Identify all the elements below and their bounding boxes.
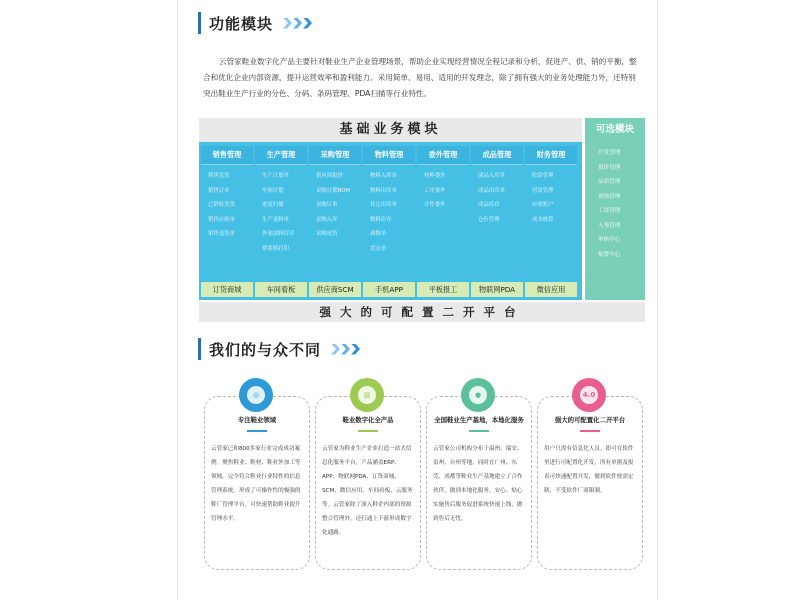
module-item: 帮底料打印 xyxy=(262,245,289,252)
module-item: 采购计划BOM xyxy=(316,187,351,194)
module-item: 车间计划 xyxy=(262,187,284,194)
module-item: 调拨单 xyxy=(370,231,387,237)
card-body: 云管家公司机构分布于温州、瑞安、泉州、台州等地，同时在广州、东莞、成都等鞋业生产基地建立了合作伙伴，做到本地化服务，安心、贴心实施售后服务促进系统快速上线，做到售后无忧。 xyxy=(433,446,523,522)
card-body: 云管家已和800多家行业完成成功案例。聚焦鞋业、鞋材、鞋业外加工等领域。完全符合鞋业行业特性的信息管理系统。形成了可操作性的极强的鞋厂管理平台，可快速帮助鞋业提升管理水平。 xyxy=(211,446,301,522)
module-item: 工序委外 xyxy=(424,187,446,194)
module-item: 物料库存 xyxy=(370,216,392,223)
feature-card xyxy=(426,396,532,570)
app-mall: 订货商城 xyxy=(201,282,253,297)
chart-icon-glyph: ▥ xyxy=(358,386,376,404)
feature-card xyxy=(537,396,643,570)
platform-banner: 强大的可配置二开平台 xyxy=(199,302,645,322)
location-icon xyxy=(461,378,495,412)
module-item: 销售订单 xyxy=(208,187,230,194)
card-divider xyxy=(247,430,267,432)
card-title: 强大的可配置化二开平台 xyxy=(554,416,626,424)
page-border-left xyxy=(177,0,178,600)
module-item: 进度扫描 xyxy=(262,202,284,208)
module-column-head: 委外管理 xyxy=(417,146,469,165)
module-column-finished-goods xyxy=(471,146,523,274)
base-module-title: 基础业务模块 xyxy=(199,118,582,142)
app-workshop-board: 车间看板 xyxy=(255,282,307,297)
location-icon-glyph: ● xyxy=(469,386,487,404)
app-scm: 供应商SCM xyxy=(309,282,361,297)
card-body: 用户只需有信息化人员，即可在软件里进行可配置化开发，所有单据及报表可快速配置开发，做到软件按需定制，不受软件厂商限制。 xyxy=(544,446,634,494)
module-item: 外部加料打印 xyxy=(262,231,295,237)
page-border-right xyxy=(657,0,658,600)
module-column-head: 财务管理 xyxy=(525,146,577,165)
app-wechat: 微信应用 xyxy=(525,282,577,297)
app-tablet: 平板报工 xyxy=(417,282,469,297)
optional-module-list xyxy=(598,146,620,262)
module-item: 仓位管理 xyxy=(478,216,500,223)
module-item: 成品出库单 xyxy=(478,187,505,194)
module-column-material xyxy=(363,146,415,274)
four-zero-icon-glyph: 4.0 xyxy=(580,386,598,404)
section-accent-bar xyxy=(198,338,201,360)
module-item: 材料委外 xyxy=(424,173,446,179)
module-column-purchase xyxy=(309,146,361,274)
section-accent-bar xyxy=(198,12,201,34)
section-title: 功能模块 xyxy=(209,14,274,33)
card-title: 鞋业数字化全产品 xyxy=(342,416,394,424)
module-item: 成品入库单 xyxy=(478,173,505,179)
target-icon xyxy=(239,378,273,412)
module-item: 销售应收单 xyxy=(208,216,235,223)
chevrons-icon xyxy=(283,18,313,29)
module-item: 盘点单 xyxy=(370,245,387,252)
module-item: 付款管理 xyxy=(532,187,554,194)
module-column-production xyxy=(255,146,307,274)
intro-paragraph: 云管家鞋业数字化产品主要针对鞋业生产企业管理场景，帮助企业实现经营情况全程记录和分析，促进产、供、销的平衡，整合和优化企业内部资源，提升运营效率和盈利能力。采用简单、易用、适用的开发理念，除了拥有强大的业务处理能力外，还特别突出鞋业生产行业的分色、分码、条码管理、PDA扫描等行业特性。 xyxy=(203,57,637,98)
module-item: 生产计划单 xyxy=(262,173,289,179)
card-title: 专注鞋业领域 xyxy=(237,416,277,424)
module-column-head: 采购管理 xyxy=(309,146,361,165)
target-icon-glyph: ◎ xyxy=(247,386,265,404)
module-item: 采购订单 xyxy=(316,202,338,208)
card-divider xyxy=(469,430,489,432)
feature-card xyxy=(204,396,310,570)
section-title: 我们的与众不同 xyxy=(209,340,322,359)
optional-item: 开发管理 xyxy=(598,150,621,156)
module-item: 销售退货单 xyxy=(208,231,235,237)
module-column-head: 销售管理 xyxy=(201,146,253,165)
module-item: 物料出库单 xyxy=(370,187,397,194)
module-item: 收款管理 xyxy=(532,173,554,179)
app-pda: 物联网PDA xyxy=(471,282,523,297)
optional-item: 审核中心 xyxy=(598,237,621,243)
app-mobile: 手机APP xyxy=(363,282,415,297)
module-column-head: 成品管理 xyxy=(471,146,523,165)
module-column-head: 生产管理 xyxy=(255,146,307,165)
module-item: 物料入库单 xyxy=(370,173,397,179)
module-column-outsourcing xyxy=(417,146,469,274)
chevrons-icon xyxy=(331,344,361,355)
chart-icon xyxy=(350,378,384,412)
card-body: 云管家为鞋业生产企业打造一站式信息化服务平台，产品涵盖ERP、APP、物联网PDA、订货商城、SCM、微信应用、车间看板、云服务等。云管家除了深入鞋企内部的资源整合管理外，还打通上下游形成数字化通路。 xyxy=(322,446,413,536)
optional-item: 人事管理 xyxy=(598,222,621,229)
optional-item: 品质管理 xyxy=(598,179,621,185)
four-zero-icon xyxy=(572,378,606,412)
module-item: 应收账户 xyxy=(532,202,554,208)
optional-item: 现场管理 xyxy=(598,193,621,200)
module-item: 供应商报价 xyxy=(316,173,343,179)
optional-item: 报价管理 xyxy=(598,164,621,171)
module-item: 成本核算 xyxy=(532,216,554,223)
module-item: 销售发货 xyxy=(208,173,230,179)
module-item: 已销转发货 xyxy=(208,202,235,208)
section-header-difference xyxy=(198,338,361,360)
card-divider xyxy=(358,430,378,432)
section-header-functions xyxy=(198,12,313,34)
optional-item: 工资管理 xyxy=(598,208,621,214)
module-column-sales xyxy=(201,146,253,274)
card-divider xyxy=(580,430,600,432)
module-column-head: 物料管理 xyxy=(363,146,415,165)
module-item: 其它出库单 xyxy=(370,202,397,208)
module-item: 成品库存 xyxy=(478,202,500,208)
optional-item: 报警中心 xyxy=(598,251,621,258)
feature-card xyxy=(315,396,421,570)
card-title: 全国鞋业生产基地，本地化服务 xyxy=(434,416,524,424)
module-item: 生产退料单 xyxy=(262,216,289,223)
module-item: 计件委外 xyxy=(424,202,446,208)
module-item: 采购退货 xyxy=(316,231,338,237)
module-item: 采购入库 xyxy=(316,216,338,223)
optional-module-title: 可选模块 xyxy=(595,124,634,135)
module-column-finance xyxy=(525,146,577,274)
